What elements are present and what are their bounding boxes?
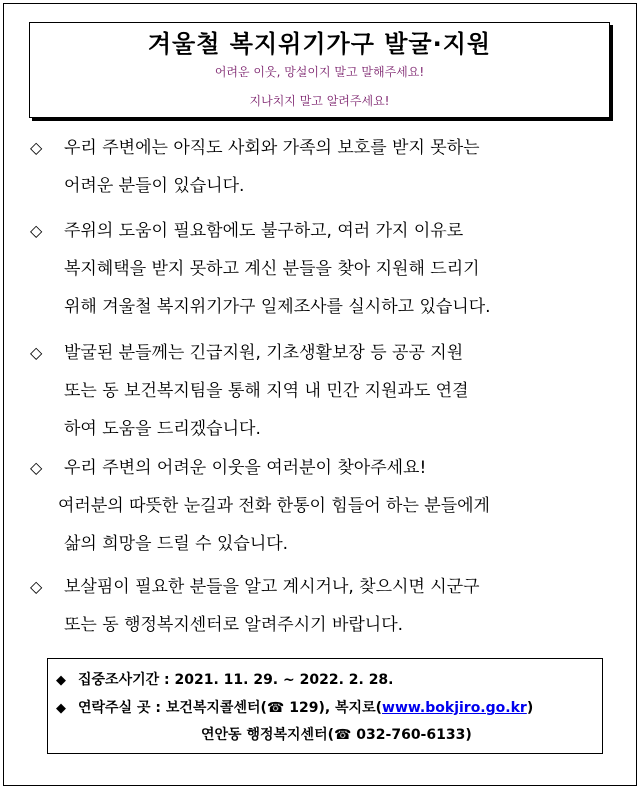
- paragraph-line: 또는 동 보건복지팀을 통해 지역 내 민간 지원과도 연결: [64, 381, 469, 401]
- bokjiro-link[interactable]: www.bokjiro.go.kr: [382, 700, 527, 716]
- survey-period-row: [56, 669, 394, 689]
- paragraph-line: 하여 도움을 드리겠습니다.: [64, 419, 261, 439]
- paragraph-line: [30, 568, 610, 606]
- diamond-bullet-icon: ◇: [30, 458, 43, 477]
- paragraph-line: [30, 129, 610, 167]
- paragraph-text: 주위의 도움이 필요함에도 불구하고, 여러 가지 이유로: [64, 221, 464, 241]
- page-title: 겨울철 복지위기가구 발굴·지원: [147, 30, 492, 58]
- title-box: [29, 22, 610, 118]
- paragraph-1: [30, 129, 610, 205]
- paragraph-line: 삶의 희망을 드릴 수 있습니다.: [64, 534, 289, 554]
- paragraph-line: 여러분의 따뜻한 눈길과 전화 한통이 힘들어 하는 분들에게: [58, 496, 490, 516]
- paragraph-text: 우리 주변에는 아직도 사회와 가족의 보호를 받지 못하는: [64, 138, 480, 158]
- survey-period-text: 집중조사기간 : 2021. 11. 29. ~ 2022. 2. 28.: [78, 672, 394, 688]
- paragraph-text: 발굴된 분들께는 긴급지원, 기초생활보장 등 공공 지원: [64, 343, 464, 363]
- page-subtitle-2: 지나치지 말고 알려주세요!: [249, 94, 390, 108]
- paragraph-4: [30, 449, 610, 563]
- paragraph-line: 어려운 분들이 있습니다.: [64, 176, 245, 196]
- filled-diamond-icon: ◆: [56, 701, 66, 716]
- diamond-bullet-icon: ◇: [30, 343, 43, 362]
- paragraph-line: [30, 212, 610, 250]
- paragraph-line: 또는 동 행정복지센터로 알려주시기 바랍니다.: [64, 615, 404, 635]
- diamond-bullet-icon: ◇: [30, 221, 43, 240]
- contact-text: 연락주실 곳 : 보건복지콜센터(☎ 129), 복지로(: [78, 700, 383, 716]
- filled-diamond-icon: ◆: [56, 673, 66, 688]
- contact-close-paren: ): [526, 700, 534, 716]
- local-contact-row: [201, 724, 472, 744]
- paragraph-text: 보살핌이 필요한 분들을 알고 계시거나, 찾으시면 시군구: [64, 577, 480, 597]
- diamond-bullet-icon: ◇: [30, 577, 43, 596]
- paragraph-text: 우리 주변의 어려운 이웃을 여러분이 찾아주세요!: [64, 458, 427, 478]
- paragraph-line: [30, 334, 610, 372]
- paragraph-2: [30, 212, 610, 326]
- diamond-bullet-icon: ◇: [30, 138, 43, 157]
- contact-row: [56, 697, 533, 717]
- paragraph-line: 복지혜택을 받지 못하고 계신 분들을 찾아 지원해 드리기: [64, 259, 480, 279]
- local-contact-text: 연안동 행정복지센터(☎ 032-760-6133): [201, 727, 472, 743]
- paragraph-3: [30, 334, 610, 448]
- info-box: [47, 658, 603, 754]
- paragraph-5: [30, 568, 610, 644]
- page-subtitle: 어려운 이웃, 망설이지 말고 말해주세요!: [214, 65, 425, 79]
- paragraph-line: 위해 겨울철 복지위기가구 일제조사를 실시하고 있습니다.: [64, 297, 491, 317]
- paragraph-line: [30, 449, 610, 487]
